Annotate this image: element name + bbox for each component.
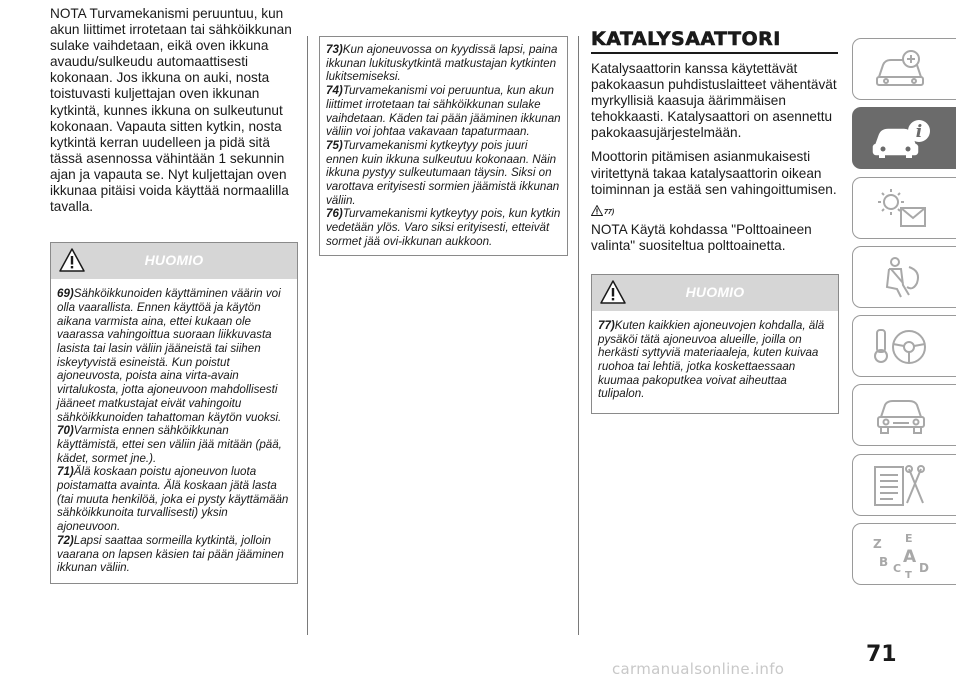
warning-triangle-icon: [591, 205, 603, 216]
warning-title: HUOMIO: [144, 252, 204, 269]
warning-item-number: 71): [57, 465, 74, 479]
svg-text:E: E: [905, 532, 913, 546]
warning-item-text: Turvamekanismi kytkeytyy pois juuri ennen kuin ikkuna sulkeutuu kokonaan. Näin ikkuna pystyy sulkeutumaan täysin. Siksi on varottava erityisesti sormien jäämistä ikkunan väliin.: [326, 138, 560, 207]
svg-text:A: A: [903, 547, 917, 568]
column-divider: [307, 36, 308, 635]
tab-starting-driving[interactable]: [852, 315, 956, 377]
tab-safety[interactable]: [852, 246, 956, 308]
column-divider: [578, 36, 579, 635]
warning-item-number: 74): [326, 84, 343, 98]
warning-item-number: 69): [57, 287, 74, 301]
warning-body: [51, 279, 297, 583]
svg-text:B: B: [879, 555, 889, 570]
section-heading: KATALYSAATTORI: [591, 28, 781, 50]
tab-car-info[interactable]: [852, 107, 956, 169]
page-number: 71: [866, 642, 897, 667]
chapter-tabs: [852, 38, 956, 592]
warning-item-number: 70): [57, 424, 74, 438]
column-1: [50, 6, 298, 584]
warning-item-text: Kuten kaikkien ajoneuvojen kohdalla, älä pysäköi tätä ajoneuvoa alueille, joilla on herkästi syttyviä materiaaleja, kuten kuivaa ruohoa tai lehtiä, jotka koskettaessaan kuumaa pakoputkea voivat aiheuttaa tulipalon.: [598, 318, 825, 401]
heading-rule: [591, 52, 838, 54]
warning-item: [326, 84, 561, 139]
warning-header: [592, 275, 838, 311]
seatbelt-airbag-icon: [871, 255, 931, 301]
warning-body: [592, 311, 838, 413]
warning-box-huomio-2: [591, 274, 839, 414]
warning-item: [326, 43, 561, 84]
warning-item-text: Kun ajoneuvossa on kyydissä lapsi, paina ikkunan lukituskytkintä matkustajan kytkinten lukitsemiseksi.: [326, 43, 558, 84]
svg-text:T: T: [905, 570, 912, 579]
svg-text:D: D: [919, 561, 929, 576]
warning-item: [598, 319, 832, 401]
warning-item-text: Turvamekanismi kytkeytyy pois, kun kytkin vedetään ylös. Varo siksi erityisesti, etteivät sormet jää ovi-ikkunan aukkoon.: [326, 207, 561, 248]
warning-header: [51, 243, 297, 279]
tab-dashboard[interactable]: [852, 38, 956, 100]
warning-reference: [591, 198, 838, 216]
alphabet-index-icon: [871, 532, 931, 578]
warning-item-text: Varmista ennen sähköikkunan käyttämistä, ettei sen väliin jää mitään (pää, kädet, sormet jne.).: [57, 424, 282, 465]
warning-item: [57, 465, 291, 534]
car-info-icon: [871, 116, 931, 162]
warning-item: [326, 139, 561, 208]
warning-item: [57, 534, 291, 575]
svg-text:i: i: [915, 122, 923, 143]
lights-mail-icon: [871, 186, 931, 232]
tab-emergency[interactable]: [852, 384, 956, 446]
warning-item-text: Älä koskaan poistu ajoneuvon luota poistamatta avainta. Älä koskaan jätä lasta (tai muuta henkilöä, joka ei pysty käyttämään sähköikkunoita turvallisesti) yksin ajoneuvoon.: [57, 465, 289, 534]
warning-item-number: 75): [326, 138, 343, 152]
tools-list-icon: [871, 463, 931, 509]
car-dashboard-icon: [871, 47, 931, 93]
warning-item-number: 76): [326, 207, 343, 221]
svg-text:Z: Z: [873, 537, 882, 552]
tab-index[interactable]: [852, 523, 956, 585]
svg-text:C: C: [893, 562, 902, 576]
warning-item: [57, 287, 291, 424]
column-3: [591, 28, 838, 414]
tab-lights-warnings[interactable]: [852, 177, 956, 239]
warning-title: HUOMIO: [685, 283, 745, 300]
warning-box-continued: [319, 36, 568, 256]
catalyst-paragraph-2: Moottorin pitämisen asianmukaisesti viritettynä takaa katalysaattorin oikean toiminnan ja estää sen vahingoittumisen.: [591, 149, 837, 197]
warning-item-text: Lapsi saattaa sormeilla kytkintä, jolloin vaarana on lapsen käsien tai pään jääminen ikkunan väliin.: [57, 533, 284, 575]
key-steering-icon: [871, 324, 931, 370]
warning-item: [57, 424, 291, 465]
warning-item-text: Turvamekanismi voi peruuntua, kun akun liittimet irrotetaan tai sähköikkunan sulake vaihdetaan. Käden tai pään jääminen ikkunan väliin voi johtaa vakavaan tapaturmaan.: [326, 84, 561, 139]
watermark: carmanualsonline.info: [612, 660, 785, 678]
nota-paragraph: NOTA Turvamekanismi peruuntuu, kun akun liittimet irrotetaan tai sähköikkunan sulake vaihdetaan, eikä oven ikkuna avaudu/sulkeudu automaattisesti kokonaan. Jos ikkuna on auki, nosta toistuvasti kuljettajan oven ikkunan kytkintä, kunnes ikkuna on sulkeutunut kokonaan. Vapauta sitten kytkin, nosta kytkintä kerran uudelleen ja pidä sitä tässä asennossa vähintään 1 sekunnin ajan ja vapauta se. Nyt kuljettajan oven ikkunaa pitäisi voida käyttää normaalilla tavalla.: [50, 6, 292, 215]
car-front-icon: [871, 393, 931, 439]
warning-item-number: 72): [57, 533, 74, 547]
tab-maintenance[interactable]: [852, 454, 956, 516]
warning-item: [326, 207, 561, 248]
fuel-nota-paragraph: NOTA Käytä kohdassa "Polttoaineen valinta" suositeltua polttoainetta.: [591, 221, 812, 253]
warning-body: [320, 37, 567, 255]
catalyst-paragraph-1: Katalysaattorin kanssa käytettävät pakokaasun puhdistuslaitteet vähentävät myrkyllisiä kaasuja äärimmäisen tehokkaasti. Katalysaattori on asennettu pakokaasujärjestelmään.: [591, 61, 837, 141]
warning-item-number: 73): [326, 43, 343, 56]
warning-item-number: 77): [598, 318, 615, 332]
warning-box-huomio-1: [50, 242, 298, 584]
reference-number: 77): [604, 208, 615, 216]
warning-item-text: Sähköikkunoiden käyttäminen väärin voi olla vaarallista. Ennen käyttöä ja käytön aikana varmista aina, ettei kukaan ole vaarassa vahingoittua suoraan liikkuvasta lasista tai lasin väliin jääneistä tai siihen iskeytyvistä esineistä. Kun poistut ajoneuvosta, poista aina virta-avain virtalukosta, jotta ajoneuvoon mahdollisesti jääneet matkustajat eivät vahingoitu sähköikkunoiden tahattoman käytön vuoksi.: [57, 287, 282, 424]
